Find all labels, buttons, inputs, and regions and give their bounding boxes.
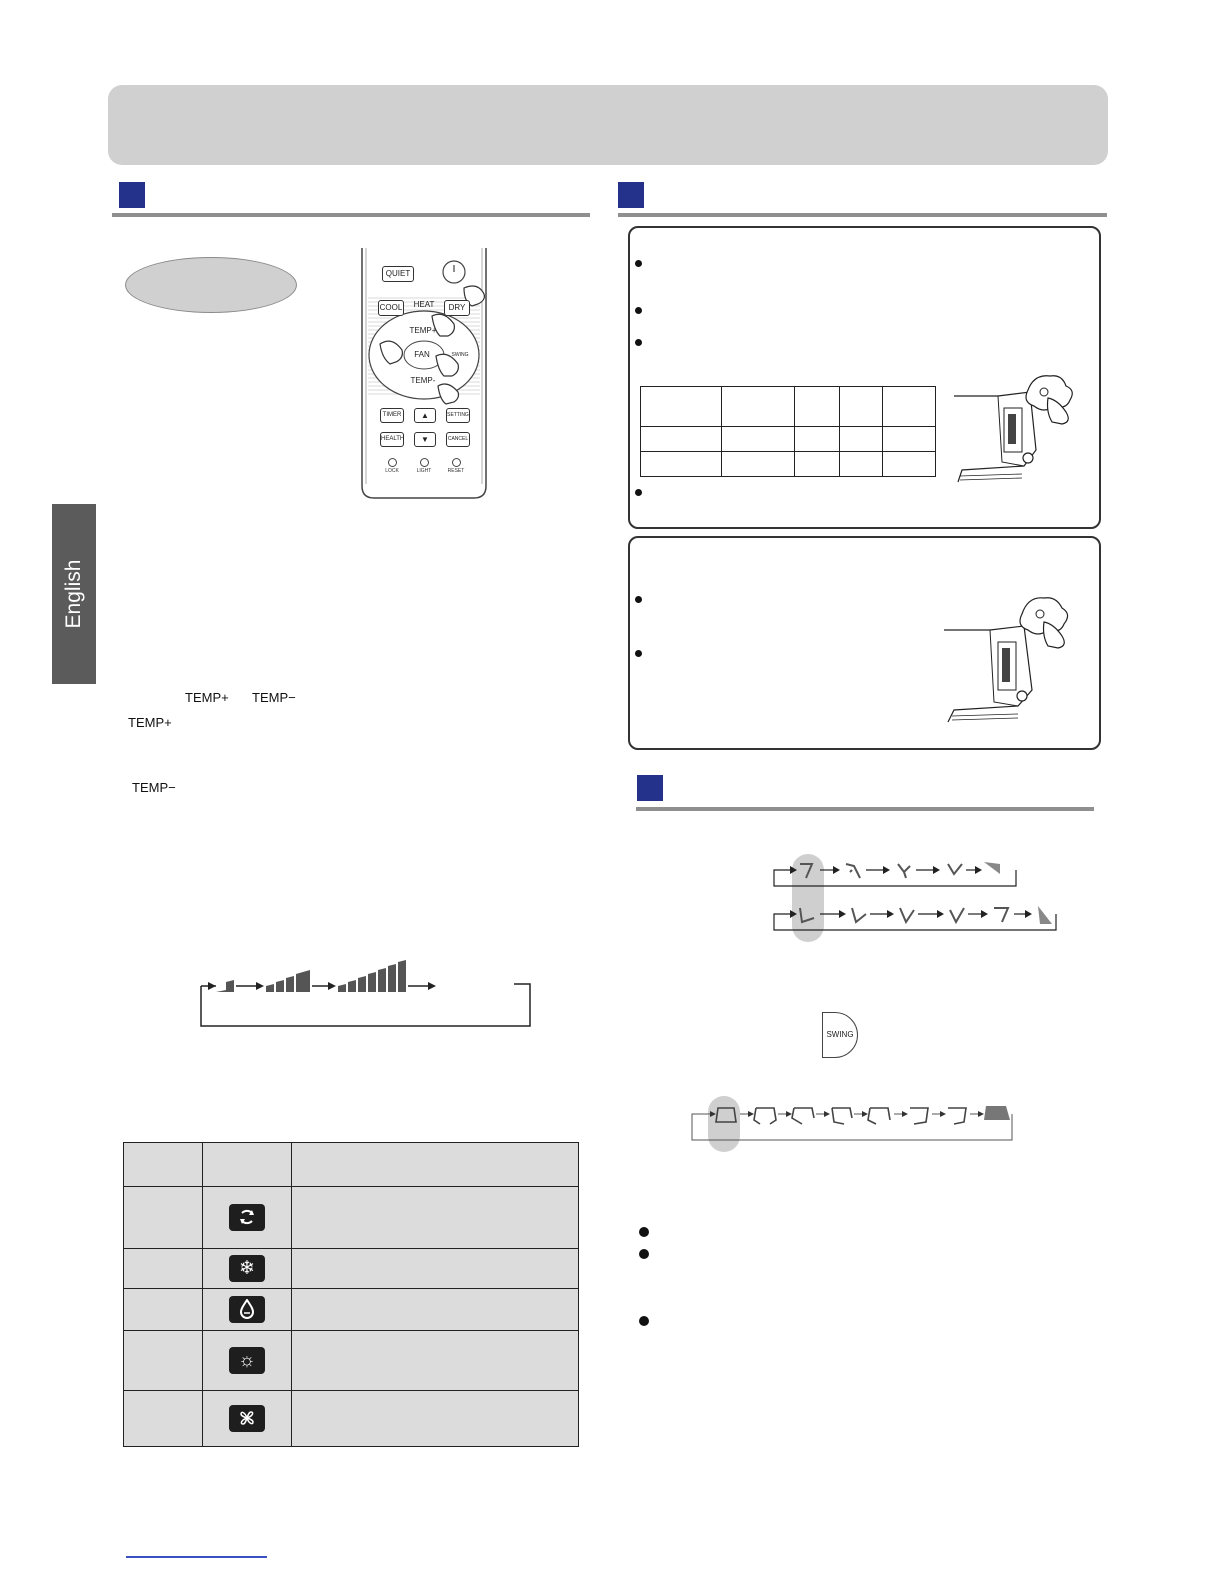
bullet (635, 596, 642, 603)
table-cell (883, 452, 936, 477)
section-rule (112, 213, 590, 217)
table-cell (840, 452, 883, 477)
dry-icon (229, 1296, 265, 1323)
swing-button[interactable]: SWING (451, 352, 469, 358)
reset-led[interactable] (452, 458, 461, 467)
bullet (639, 1227, 649, 1237)
quiet-button[interactable]: QUIET (382, 266, 414, 282)
table-row (124, 1187, 579, 1249)
table-cell (641, 387, 722, 427)
table-cell (840, 427, 883, 452)
table-row (124, 1143, 579, 1187)
temp-plus-label: TEMP+ (185, 690, 229, 705)
temp-minus-label: TEMP− (132, 780, 176, 795)
table-cell (203, 1187, 292, 1249)
section-rule (636, 807, 1094, 811)
remote-control-illustration (360, 248, 488, 500)
bullet (635, 489, 642, 496)
fan-medium-bar (266, 984, 274, 992)
horizontal-swing-sequence-diagram (688, 1094, 1018, 1154)
heat-button[interactable]: HEAT (413, 300, 435, 309)
table-cell (203, 1249, 292, 1289)
table-row (641, 452, 936, 477)
bullet (635, 339, 642, 346)
table-row (641, 387, 936, 427)
table-header-cell (203, 1143, 292, 1187)
settings-table (640, 386, 936, 477)
health-button[interactable]: HEALTH (380, 432, 404, 447)
triangle-down-icon: ▼ (421, 435, 429, 444)
table-cell (203, 1331, 292, 1391)
temp-plus-button[interactable]: TEMP+ (409, 326, 437, 335)
bullet (635, 260, 642, 267)
timer-button[interactable]: TIMER (380, 408, 404, 423)
fan-button[interactable]: FAN (414, 350, 430, 359)
swing-fan-icon (984, 862, 1052, 924)
table-cell (641, 452, 722, 477)
table-cell (795, 427, 840, 452)
light-led[interactable] (420, 458, 429, 467)
page-title-band (108, 85, 1108, 165)
mode-table (123, 1142, 579, 1447)
table-cell (883, 427, 936, 452)
fan-low-icon (216, 980, 234, 992)
light-label: LIGHT (416, 468, 432, 474)
table-cell (124, 1249, 203, 1289)
section-marker (637, 775, 663, 801)
table-cell (883, 387, 936, 427)
table-cell (840, 387, 883, 427)
swing-button-icon[interactable]: SWING (822, 1012, 858, 1058)
section-marker (119, 182, 145, 208)
table-cell (292, 1391, 579, 1447)
lock-led[interactable] (388, 458, 397, 467)
fan-high-bar (338, 984, 346, 992)
heat-icon: ☼ (229, 1347, 265, 1374)
lock-label: LOCK (385, 468, 399, 474)
table-cell (722, 452, 795, 477)
table-row (124, 1289, 579, 1331)
language-tab[interactable] (52, 504, 96, 684)
table-cell (203, 1289, 292, 1331)
table-row (641, 427, 936, 452)
section-marker (618, 182, 644, 208)
table-cell (795, 452, 840, 477)
bullet (639, 1249, 649, 1259)
indoor-unit-button-illustration (942, 590, 1076, 724)
up-button[interactable] (414, 408, 436, 423)
step-oval (125, 257, 297, 313)
section-rule (618, 213, 1107, 217)
bullet (639, 1316, 649, 1326)
bullet (635, 307, 642, 314)
table-cell (292, 1331, 579, 1391)
footer-link[interactable] (126, 1556, 267, 1558)
auto-icon (229, 1204, 265, 1231)
temp-minus-button[interactable]: TEMP- (410, 376, 436, 385)
indoor-unit-button-illustration (952, 370, 1080, 486)
vertical-swing-sequence-diagram (770, 852, 1062, 944)
table-cell (722, 387, 795, 427)
table-cell (124, 1289, 203, 1331)
reset-label: RESET (447, 468, 465, 474)
triangle-up-icon: ▲ (421, 411, 429, 420)
table-cell (203, 1391, 292, 1447)
table-cell (124, 1187, 203, 1249)
temp-plus-label: TEMP+ (128, 715, 172, 730)
table-row (124, 1331, 579, 1391)
cancel-button[interactable]: CANCEL (446, 432, 470, 447)
table-row (124, 1249, 579, 1289)
bullet (635, 650, 642, 657)
table-cell (124, 1391, 203, 1447)
table-cell (292, 1187, 579, 1249)
dry-button[interactable]: DRY (444, 300, 470, 316)
table-cell (292, 1249, 579, 1289)
fan-icon (229, 1405, 265, 1432)
table-header-cell (292, 1143, 579, 1187)
table-cell (795, 387, 840, 427)
table-cell (124, 1331, 203, 1391)
cool-button[interactable]: COOL (378, 300, 404, 316)
down-button[interactable] (414, 432, 436, 447)
temp-minus-label: TEMP− (252, 690, 296, 705)
table-row (124, 1391, 579, 1447)
table-cell (722, 427, 795, 452)
language-label: English (62, 559, 85, 629)
cool-icon: ❄ (229, 1255, 265, 1282)
table-cell (292, 1289, 579, 1331)
table-cell (641, 427, 722, 452)
table-header-cell (124, 1143, 203, 1187)
setting-button[interactable]: SETTING (446, 408, 470, 423)
swing-fan-icon (984, 1106, 1010, 1120)
fan-speed-cycle-diagram (198, 960, 534, 1030)
